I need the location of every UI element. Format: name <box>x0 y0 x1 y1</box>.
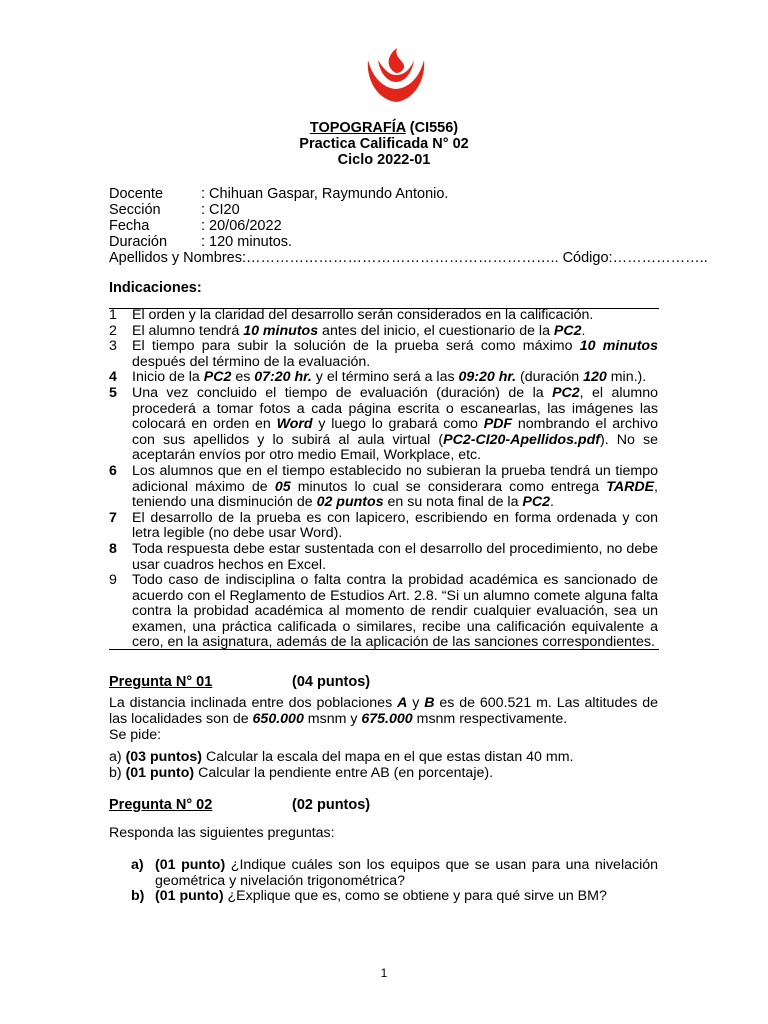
list-item: 2 El alumno tendrá 10 minutos antes del inicio, el cuestionario de la PC2. <box>109 322 586 339</box>
question-1-heading: Pregunta N° 01 (04 puntos) <box>109 674 371 690</box>
names-code-line: Apellidos y Nombres:……………………………………………………….. Código:……………….. <box>109 250 708 266</box>
list-item: 4 Inicio de la PC2 es 07:20 hr. y el término será a las 09:20 hr. (duración 120 min.). <box>109 369 647 386</box>
meta-row: Sección : CI20 <box>109 202 240 218</box>
course-title: TOPOGRAFÍA (CI556) <box>309 120 459 136</box>
question-2-items <box>109 858 658 905</box>
meta-row: Duración : 120 minutos. <box>109 234 293 250</box>
list-item: 9 Todo caso de indisciplina o falta contra la probidad académica es sancionado de acuerdo con el Reglamento de Estudios Art. 2.8. “Si un alumno comete alguna falta contra la probidad académica al momento de rendir cualquier evaluación, sea un examen, una práctica calificada o similares, recibe una calificación equivalente a cero, en la asignatura, además de la aplicación de las sanciones correspondientes. <box>109 572 658 651</box>
question-1-part-b: b) (01 punto) Calcular la pendiente entre AB (en porcentaje). <box>109 765 494 781</box>
question-1-request: Se pide: <box>109 727 162 743</box>
list-item: 5 Una vez concluido el tiempo de evaluación (duración) de la PC2, el alumno procederá a tomar fotos a cada página escrita o escanearlas, las imágenes las colocará en orden en Word y luego lo grabará como PDF nombrando el archivo con sus apellidos y lo subirá al aula virtual (PC2-CI20-Apellidos.pdf). No se aceptarán envíos por otro medio Email, Workplace, etc. <box>109 384 659 464</box>
question-2-heading: Pregunta N° 02 (02 puntos) <box>109 797 371 813</box>
meta-row: Fecha : 20/06/2022 <box>109 218 282 234</box>
list-item: 6 Los alumnos que en el tiempo establecido no subieran la prueba tendrá un tiempo adicional máximo de 05 minutos lo cual se considerara como entrega TARDE, teniendo una disminución de 02 puntos en su nota final de la PC2. <box>109 462 658 511</box>
meta-row: Docente : Chihuan Gaspar, Raymundo Antonio. <box>109 186 449 202</box>
list-item: 7 El desarrollo de la prueba es con lapicero, escribiendo en forma ordenada y con letra legible (no debe usar Word). <box>109 509 658 542</box>
upc-logo-icon <box>364 46 428 104</box>
divider-bottom <box>109 649 659 650</box>
cycle-title: Ciclo 2022-01 <box>337 152 431 168</box>
page-number: 1 <box>380 966 388 980</box>
list-item: a) (01 punto) ¿Indique cuáles son los equipos que se usan para una nivelación geométrica y nivelación trigonométrica? <box>131 857 659 889</box>
list-item: 8 Toda respuesta debe estar sustentada con el desarrollo del procedimiento, no debe usar cuadros hechos en Excel. <box>109 540 658 573</box>
exam-metadata <box>109 186 708 266</box>
list-item: 1 El orden y la claridad del desarrollo serán considerados en la calificación. <box>109 307 594 323</box>
indications-list <box>109 308 658 651</box>
title-block <box>0 120 768 168</box>
exam-title: Practica Calificada N° 02 <box>299 136 469 152</box>
indications-heading: Indicaciones: <box>109 280 202 296</box>
question-2-intro: Responda las siguientes preguntas: <box>109 825 335 841</box>
list-item: b) (01 punto) ¿Explique que es, como se obtiene y para qué sirve un BM? <box>131 888 607 905</box>
list-item: 3 El tiempo para subir la solución de la prueba será como máximo 10 minutos después del término de la evaluación. <box>109 338 658 370</box>
question-1-statement: La distancia inclinada entre dos poblaciones A y B es de 600.521 m. Las altitudes de las localidades son de 650.000 msnm y 675.000 msnm respectivamente. <box>109 695 658 727</box>
question-1-part-a: a) (03 puntos) Calcular la escala del mapa en el que estas distan 40 mm. <box>109 749 574 765</box>
